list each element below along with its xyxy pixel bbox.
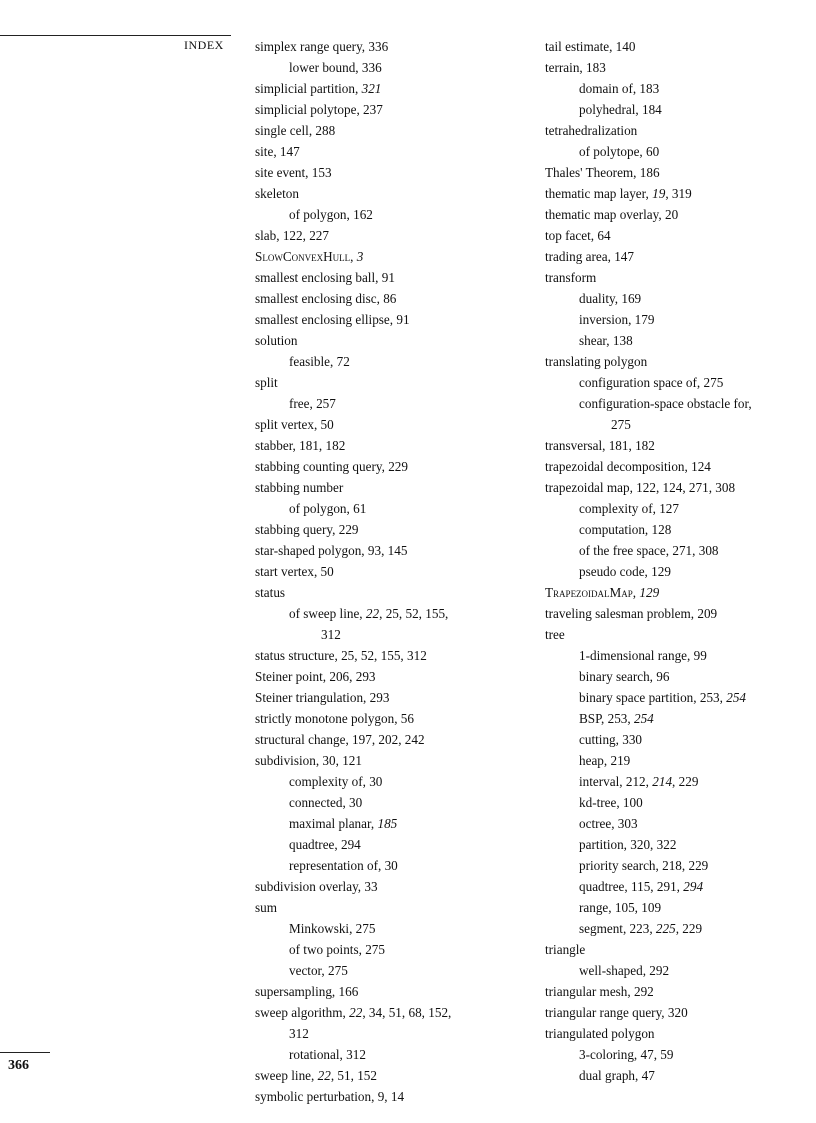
index-entry bbox=[545, 1002, 795, 1023]
index-entry bbox=[255, 120, 495, 141]
index-subentry bbox=[255, 813, 495, 834]
index-subentry bbox=[545, 687, 795, 708]
index-subentry bbox=[255, 792, 495, 813]
index-entry bbox=[255, 162, 495, 183]
index-subentry bbox=[545, 1065, 795, 1086]
index-entry bbox=[255, 183, 495, 204]
entry-text: terrain, 183 bbox=[545, 60, 606, 75]
entry-text: Thales' Theorem, 186 bbox=[545, 165, 660, 180]
index-subentry bbox=[545, 78, 795, 99]
entry-text: single cell, 288 bbox=[255, 123, 336, 138]
page-reference-italic: 129 bbox=[639, 585, 660, 600]
entry-text: polyhedral, 184 bbox=[579, 102, 662, 117]
index-entry bbox=[545, 981, 795, 1002]
index-subentry bbox=[255, 204, 495, 225]
index-entry bbox=[255, 36, 495, 57]
entry-text: triangulated polygon bbox=[545, 1026, 655, 1041]
index-subentry bbox=[255, 498, 495, 519]
index-entry bbox=[255, 456, 495, 477]
index-entry bbox=[255, 729, 495, 750]
entry-text: of polygon, 162 bbox=[289, 207, 373, 222]
entry-text: split bbox=[255, 375, 278, 390]
entry-text: of polytope, 60 bbox=[579, 144, 660, 159]
page-reference-italic: 22 bbox=[365, 606, 380, 621]
entry-text: free, 257 bbox=[289, 396, 336, 411]
page-number-rule bbox=[0, 1052, 50, 1053]
index-entry bbox=[255, 1086, 495, 1107]
entry-text: status bbox=[255, 585, 286, 600]
index-entry bbox=[255, 99, 495, 120]
index-entry bbox=[545, 624, 795, 645]
entry-text: sum bbox=[255, 900, 277, 915]
index-subentry bbox=[255, 960, 495, 981]
entry-text: stabber, 181, 182 bbox=[255, 438, 346, 453]
entry-text: tree bbox=[545, 627, 565, 642]
entry-text: binary space partition, 253, bbox=[579, 690, 727, 705]
index-subentry bbox=[545, 897, 795, 918]
entry-text: , 229 bbox=[675, 921, 703, 936]
entry-text: Steiner triangulation, 293 bbox=[255, 690, 390, 705]
entry-text: well-shaped, 292 bbox=[579, 963, 670, 978]
entry-text: triangular range query, 320 bbox=[545, 1005, 688, 1020]
entry-text: smallest enclosing ball, 91 bbox=[255, 270, 395, 285]
index-entry bbox=[545, 246, 795, 267]
entry-text: complexity of, 30 bbox=[289, 774, 383, 789]
entry-text: subdivision overlay, 33 bbox=[255, 879, 378, 894]
entry-text: subdivision, 30, 121 bbox=[255, 753, 362, 768]
index-subentry bbox=[545, 855, 795, 876]
entry-text: priority search, 218, 229 bbox=[579, 858, 709, 873]
index-entry bbox=[255, 78, 495, 99]
index-subentry bbox=[255, 855, 495, 876]
entry-text: site event, 153 bbox=[255, 165, 332, 180]
entry-text: Minkowski, 275 bbox=[289, 921, 376, 936]
entry-text: stabbing counting query, 229 bbox=[255, 459, 408, 474]
index-entry bbox=[255, 981, 495, 1002]
index-subentry bbox=[545, 99, 795, 120]
index-subentry bbox=[545, 834, 795, 855]
entry-text: strictly monotone polygon, 56 bbox=[255, 711, 414, 726]
page-reference-italic: 185 bbox=[377, 816, 398, 831]
entry-text: thematic map layer, bbox=[545, 186, 653, 201]
entry-text: 275 bbox=[611, 417, 631, 432]
index-subentry bbox=[255, 834, 495, 855]
index-subentry bbox=[545, 708, 795, 729]
index-entry bbox=[255, 225, 495, 246]
entry-text: structural change, 197, 202, 242 bbox=[255, 732, 425, 747]
index-subentry bbox=[545, 918, 795, 939]
index-subentry bbox=[255, 351, 495, 372]
entry-text: translating polygon bbox=[545, 354, 648, 369]
index-entry bbox=[255, 1065, 495, 1086]
index-entry bbox=[255, 876, 495, 897]
index-subentry bbox=[255, 393, 495, 414]
index-entry bbox=[545, 120, 795, 141]
entry-text: representation of, 30 bbox=[289, 858, 398, 873]
index-entry bbox=[255, 372, 495, 393]
entry-text: computation, 128 bbox=[579, 522, 672, 537]
index-entry bbox=[545, 435, 795, 456]
entry-text: dual graph, 47 bbox=[579, 1068, 655, 1083]
index-entry bbox=[545, 582, 795, 603]
entry-text: 312 bbox=[321, 627, 341, 642]
entry-text: cutting, 330 bbox=[579, 732, 643, 747]
entry-text: supersampling, 166 bbox=[255, 984, 359, 999]
index-entry bbox=[255, 267, 495, 288]
entry-text: tetrahedralization bbox=[545, 123, 638, 138]
entry-text: simplex range query, 336 bbox=[255, 39, 389, 54]
page-reference-italic: 225 bbox=[655, 921, 676, 936]
entry-text: quadtree, 294 bbox=[289, 837, 361, 852]
index-entry bbox=[255, 309, 495, 330]
entry-text: vector, 275 bbox=[289, 963, 348, 978]
index-subentry bbox=[545, 876, 795, 897]
index-entry bbox=[255, 687, 495, 708]
index-entry bbox=[255, 330, 495, 351]
index-subentry bbox=[545, 960, 795, 981]
entry-text: , 229 bbox=[672, 774, 699, 789]
page-reference-italic: 19 bbox=[652, 186, 666, 201]
entry-text: of polygon, 61 bbox=[289, 501, 367, 516]
entry-text: feasible, 72 bbox=[289, 354, 350, 369]
page-reference-italic: 3 bbox=[356, 249, 364, 264]
entry-text: 3-coloring, 47, 59 bbox=[579, 1047, 674, 1062]
algorithm-name: TrapezoidalMap bbox=[545, 585, 633, 600]
entry-text: sweep algorithm, bbox=[255, 1005, 350, 1020]
index-subentry bbox=[255, 918, 495, 939]
index-subentry bbox=[545, 561, 795, 582]
index-subentry bbox=[545, 141, 795, 162]
entry-text: , bbox=[350, 249, 357, 264]
entry-text: smallest enclosing disc, 86 bbox=[255, 291, 397, 306]
entry-text: configuration space of, 275 bbox=[579, 375, 724, 390]
entry-text: stabbing number bbox=[255, 480, 344, 495]
page-reference-italic: 214 bbox=[652, 774, 673, 789]
entry-text: segment, 223, bbox=[579, 921, 656, 936]
entry-text: octree, 303 bbox=[579, 816, 638, 831]
index-subentry bbox=[545, 498, 795, 519]
entry-text: tail estimate, 140 bbox=[545, 39, 636, 54]
index-entry bbox=[545, 267, 795, 288]
index-subentry bbox=[545, 540, 795, 561]
index-subentry bbox=[545, 729, 795, 750]
index-column-right bbox=[545, 36, 795, 1086]
entry-text: stabbing query, 229 bbox=[255, 522, 359, 537]
index-subentry bbox=[545, 771, 795, 792]
entry-text: configuration-space obstacle for, bbox=[579, 396, 752, 411]
entry-text: binary search, 96 bbox=[579, 669, 670, 684]
entry-text: solution bbox=[255, 333, 298, 348]
entry-text: interval, 212, bbox=[579, 774, 653, 789]
page-reference-italic: 254 bbox=[633, 711, 654, 726]
entry-text: top facet, 64 bbox=[545, 228, 611, 243]
entry-text: shear, 138 bbox=[579, 333, 633, 348]
index-entry bbox=[545, 204, 795, 225]
entry-text: range, 105, 109 bbox=[579, 900, 662, 915]
index-entry bbox=[255, 141, 495, 162]
page-reference-italic: 254 bbox=[726, 690, 747, 705]
index-subentry bbox=[255, 771, 495, 792]
index-subentry bbox=[255, 57, 495, 78]
index-entry bbox=[255, 582, 495, 603]
entry-text: sweep line, bbox=[255, 1068, 318, 1083]
index-entry bbox=[255, 435, 495, 456]
entry-text: 312 bbox=[289, 1026, 309, 1041]
entry-text: lower bound, 336 bbox=[289, 60, 382, 75]
index-subentry bbox=[545, 288, 795, 309]
index-subentry bbox=[545, 330, 795, 351]
entry-text: , 25, 52, 155, bbox=[379, 606, 449, 621]
index-entry bbox=[545, 939, 795, 960]
index-entry bbox=[545, 225, 795, 246]
index-entry bbox=[255, 897, 495, 918]
index-column-left bbox=[255, 36, 495, 1107]
entry-text: Steiner point, 206, 293 bbox=[255, 669, 376, 684]
entry-text: of the free space, 271, 308 bbox=[579, 543, 719, 558]
index-subentry bbox=[545, 792, 795, 813]
index-entry-continuation bbox=[255, 1023, 495, 1044]
index-entry bbox=[255, 561, 495, 582]
entry-text: skeleton bbox=[255, 186, 299, 201]
entry-text: start vertex, 50 bbox=[255, 564, 334, 579]
index-entry bbox=[255, 414, 495, 435]
index-subentry bbox=[545, 645, 795, 666]
index-entry bbox=[545, 57, 795, 78]
index-entry bbox=[255, 477, 495, 498]
index-entry bbox=[255, 750, 495, 771]
entry-text: trapezoidal decomposition, 124 bbox=[545, 459, 711, 474]
entry-text: simplicial polytope, 237 bbox=[255, 102, 383, 117]
index-entry bbox=[545, 456, 795, 477]
page-reference-italic: 22 bbox=[317, 1068, 331, 1083]
entry-text: star-shaped polygon, 93, 145 bbox=[255, 543, 408, 558]
entry-text: , 34, 51, 68, 152, bbox=[362, 1005, 452, 1020]
entry-text: split vertex, 50 bbox=[255, 417, 334, 432]
entry-text: symbolic perturbation, 9, 14 bbox=[255, 1089, 405, 1104]
index-entry bbox=[545, 603, 795, 624]
entry-text: complexity of, 127 bbox=[579, 501, 679, 516]
page-reference-italic: 321 bbox=[361, 81, 382, 96]
entry-text: , bbox=[632, 585, 640, 600]
entry-text: connected, 30 bbox=[289, 795, 363, 810]
entry-text: 1-dimensional range, 99 bbox=[579, 648, 707, 663]
entry-text: trading area, 147 bbox=[545, 249, 634, 264]
entry-text: simplicial partition, bbox=[255, 81, 362, 96]
index-subentry bbox=[545, 750, 795, 771]
index-entry bbox=[255, 519, 495, 540]
entry-text: kd-tree, 100 bbox=[579, 795, 643, 810]
index-entry bbox=[545, 162, 795, 183]
entry-text: , 319 bbox=[665, 186, 692, 201]
page-number: 366 bbox=[8, 1058, 29, 1073]
index-entry bbox=[545, 183, 795, 204]
entry-text: trapezoidal map, 122, 124, 271, 308 bbox=[545, 480, 736, 495]
index-entry bbox=[255, 666, 495, 687]
running-head: INDEX bbox=[184, 38, 224, 52]
index-entry bbox=[255, 1002, 495, 1023]
algorithm-name: SlowConvexHull bbox=[255, 249, 351, 264]
entry-text: duality, 169 bbox=[579, 291, 642, 306]
top-rule bbox=[0, 35, 231, 36]
entry-text: partition, 320, 322 bbox=[579, 837, 677, 852]
index-subentry bbox=[255, 939, 495, 960]
index-subentry bbox=[545, 1044, 795, 1065]
entry-text: maximal planar, bbox=[289, 816, 378, 831]
entry-text: smallest enclosing ellipse, 91 bbox=[255, 312, 410, 327]
entry-text: transform bbox=[545, 270, 597, 285]
index-subentry bbox=[545, 666, 795, 687]
entry-text: rotational, 312 bbox=[289, 1047, 366, 1062]
entry-text: transversal, 181, 182 bbox=[545, 438, 655, 453]
entry-text: triangle bbox=[545, 942, 586, 957]
entry-text: slab, 122, 227 bbox=[255, 228, 329, 243]
entry-text: pseudo code, 129 bbox=[579, 564, 671, 579]
index-entry bbox=[255, 246, 495, 267]
page-reference-italic: 22 bbox=[349, 1005, 363, 1020]
entry-text: BSP, 253, bbox=[579, 711, 634, 726]
index-subentry bbox=[545, 393, 795, 414]
index-entry bbox=[545, 477, 795, 498]
index-subentry bbox=[255, 603, 495, 624]
index-entry bbox=[255, 288, 495, 309]
index-subentry bbox=[545, 309, 795, 330]
entry-text: quadtree, 115, 291, bbox=[579, 879, 684, 894]
entry-text: of sweep line, bbox=[289, 606, 366, 621]
entry-text: status structure, 25, 52, 155, 312 bbox=[255, 648, 427, 663]
entry-text: , 51, 152 bbox=[330, 1068, 377, 1083]
index-entry-continuation bbox=[255, 624, 495, 645]
entry-text: inversion, 179 bbox=[579, 312, 655, 327]
page-reference-italic: 294 bbox=[683, 879, 704, 894]
entry-text: domain of, 183 bbox=[579, 81, 660, 96]
entry-text: thematic map overlay, 20 bbox=[545, 207, 679, 222]
entry-text: triangular mesh, 292 bbox=[545, 984, 654, 999]
entry-text: of two points, 275 bbox=[289, 942, 385, 957]
index-subentry bbox=[255, 1044, 495, 1065]
index-subentry bbox=[545, 813, 795, 834]
index-entry bbox=[545, 36, 795, 57]
index-subentry bbox=[545, 372, 795, 393]
index-subentry bbox=[545, 519, 795, 540]
entry-text: traveling salesman problem, 209 bbox=[545, 606, 718, 621]
index-entry bbox=[255, 540, 495, 561]
index-entry bbox=[255, 708, 495, 729]
index-entry bbox=[545, 1023, 795, 1044]
entry-text: heap, 219 bbox=[579, 753, 631, 768]
index-entry bbox=[545, 351, 795, 372]
index-entry bbox=[255, 645, 495, 666]
index-entry-continuation bbox=[545, 414, 795, 435]
entry-text: site, 147 bbox=[255, 144, 300, 159]
